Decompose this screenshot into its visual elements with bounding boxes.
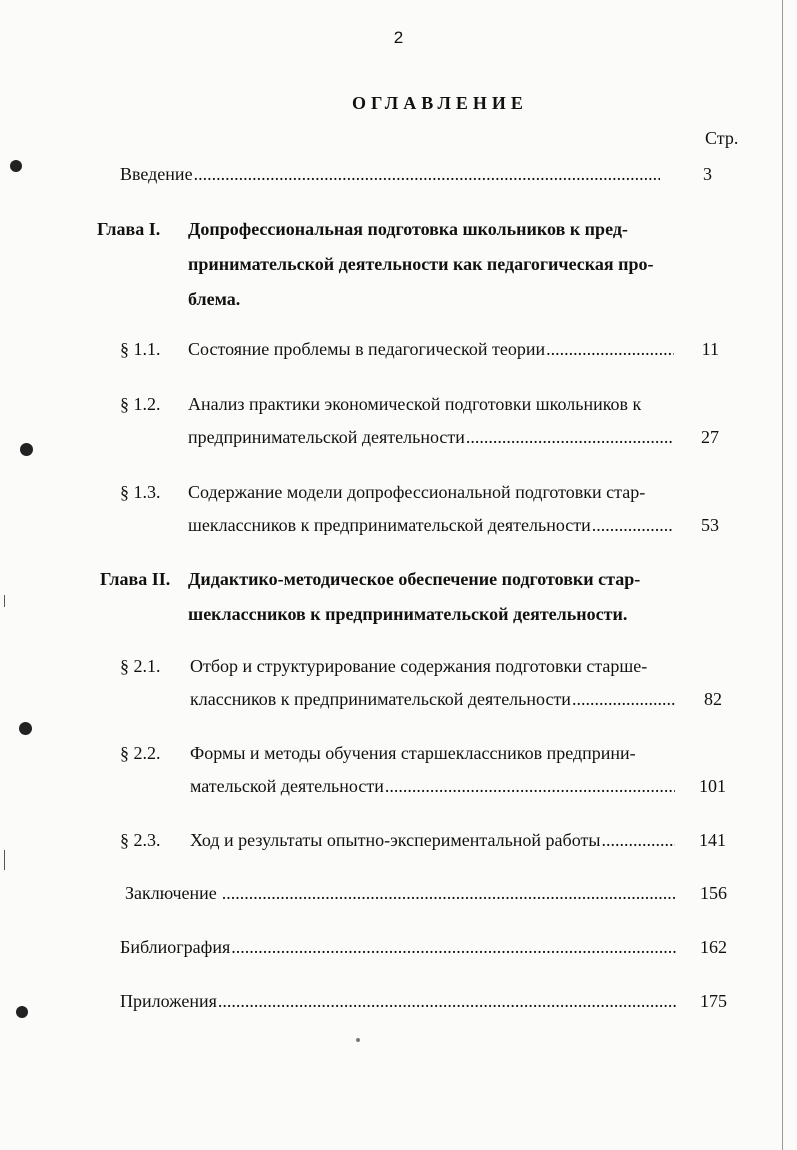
chapter-title-line: Допрофессиональная подготовка школьников к пред- (188, 219, 628, 239)
toc-entry-page: 141 (699, 830, 726, 850)
punch-hole-mark (19, 722, 32, 735)
punch-hole-mark (20, 443, 33, 456)
toc-entry-text: классников к предпринимательской деятельности (190, 689, 571, 709)
toc-entry-text: мательской деятельности (190, 776, 384, 796)
toc-entry-section (188, 514, 674, 536)
section-label: § 1.1. (120, 339, 161, 359)
scan-edge-line (782, 0, 783, 1150)
punch-hole-mark (16, 1006, 28, 1018)
chapter-label: Глава II. (100, 569, 171, 589)
section-label: § 1.2. (120, 394, 161, 414)
section-title-line: Формы и методы обучения старшеклассников предприни- (190, 743, 636, 763)
toc-entry-section (190, 688, 675, 710)
toc-entry-page: 53 (701, 515, 719, 535)
section-title-line: Отбор и структурирование содержания подготовки старше- (190, 656, 648, 676)
chapter-label: Глава I. (97, 219, 161, 239)
toc-entry-page: 82 (704, 689, 722, 709)
scan-edge-line (4, 850, 5, 870)
punch-hole-mark (10, 160, 22, 172)
toc-entry-section (190, 829, 675, 851)
section-label: § 2.3. (120, 830, 161, 850)
toc-entry-text: Заключение (125, 883, 217, 903)
section-label: § 2.2. (120, 743, 161, 763)
toc-entry-text: предпринимательской деятельности (188, 427, 465, 447)
toc-entry-section (188, 426, 674, 448)
chapter-title-line: шеклассников к предпринимательской деятельности. (188, 604, 628, 624)
section-title-line: Анализ практики экономической подготовки школьников к (188, 394, 642, 414)
toc-entry-text: Введение (120, 164, 193, 184)
toc-entry-section (190, 775, 675, 797)
scan-speck (356, 1038, 360, 1042)
page-column-label: Стр. (705, 128, 739, 148)
chapter-title-line: блема. (188, 289, 241, 309)
toc-entry-page: 101 (699, 776, 726, 796)
toc-entry-text: Состояние проблемы в педагогической теории (188, 339, 546, 359)
chapter-title-line: принимательской деятельности как педагогическая про- (188, 254, 654, 274)
scan-edge-line (4, 595, 5, 607)
toc-entry-page: 156 (700, 883, 727, 903)
toc-entry-bibliography (120, 936, 677, 958)
section-label: § 1.3. (120, 482, 161, 502)
toc-entry-section (188, 338, 674, 360)
toc-title: ОГЛАВЛЕНИЕ (352, 93, 528, 113)
toc-entry-intro (120, 163, 660, 185)
toc-entry-appendices (120, 990, 677, 1012)
toc-entry-text: Ход и результаты опытно-экспериментальной работы (190, 830, 601, 850)
section-label: § 2.1. (120, 656, 161, 676)
toc-entry-page: 3 (703, 164, 712, 184)
toc-entry-page: 27 (701, 427, 719, 447)
toc-entry-page: 11 (701, 339, 719, 359)
toc-entry-page: 162 (700, 937, 727, 957)
toc-entry-page: 175 (700, 991, 727, 1011)
toc-entry-text: шеклассников к предпринимательской деятельности (188, 515, 591, 535)
page-number: 2 (393, 28, 404, 47)
chapter-title-line: Дидактико-методическое обеспечение подготовки стар- (188, 569, 641, 589)
toc-entry-text: Библиография (120, 937, 231, 957)
toc-entry-conclusion (125, 882, 677, 904)
section-title-line: Содержание модели допрофессиональной подготовки стар- (188, 482, 646, 502)
toc-entry-text: Приложения (120, 991, 217, 1011)
